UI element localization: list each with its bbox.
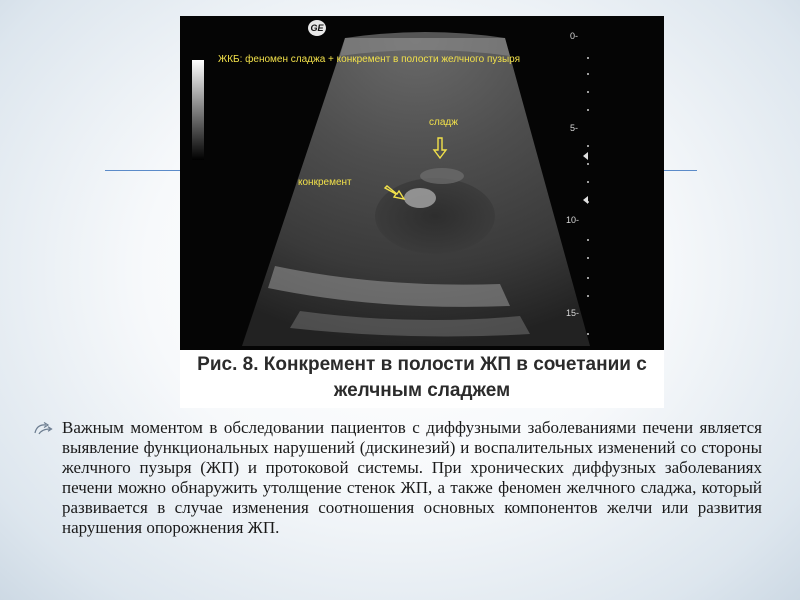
concrement-echo bbox=[404, 188, 436, 208]
scan-caption: ЖКБ: феномен сладжа + конкремент в полости желчного пузыря bbox=[218, 54, 521, 65]
accent-divider-left bbox=[105, 170, 183, 171]
figure-title bbox=[180, 350, 664, 408]
focus-marker-icon-2 bbox=[583, 196, 588, 204]
figure-title-line1: Рис. 8. Конкремент в полости ЖП в сочетании с bbox=[197, 354, 647, 375]
figure-title-line2: желчным сладжем bbox=[333, 380, 511, 401]
depth-tick-5: 5- bbox=[570, 123, 579, 133]
grayscale-bar bbox=[192, 60, 204, 160]
label-concrement: конкремент bbox=[298, 177, 352, 188]
sludge-echo bbox=[420, 168, 464, 184]
depth-tick-10: 10- bbox=[566, 215, 580, 225]
gallbladder-region bbox=[375, 178, 495, 254]
ultrasound-scan-image bbox=[180, 16, 664, 350]
ultrasound-figure bbox=[180, 16, 664, 406]
depth-tick-15: 15- bbox=[566, 308, 580, 318]
body-paragraph: Важным моментом в обследовании пациентов с диффузными заболеваниями печени является выявление функциональных нарушений (дискинезий) и воспалительных изменений со стороны желчного пузыря (ЖП) и протоковой системы. При хронических диффузных заболеваниях печени можно обнаружить утолщение стенок ЖП, а также феномен желчного сладжа, который развивается в случае изменения соотношения основных компонентов желчи или развития нарушения опорожнения ЖП. bbox=[62, 418, 762, 537]
depth-tick-0: 0- bbox=[570, 31, 579, 41]
curved-arrow-bullet-icon bbox=[33, 421, 53, 435]
ge-logo: GE bbox=[308, 20, 326, 36]
focus-marker-icon bbox=[583, 152, 588, 160]
accent-divider-right bbox=[662, 170, 697, 171]
label-sludge: сладж bbox=[429, 117, 458, 128]
